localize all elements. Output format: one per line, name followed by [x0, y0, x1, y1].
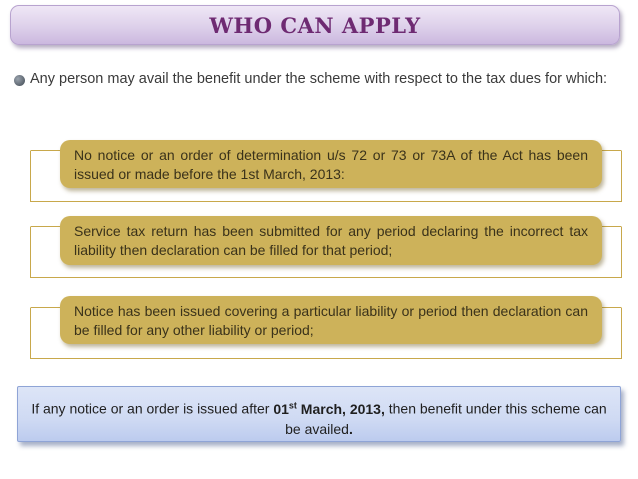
- note-text-1: If any notice or an order is issued after: [31, 400, 274, 417]
- page-title: WHO CAN APPLY: [209, 12, 421, 38]
- note-text-2: then benefit under this scheme can be availed: [285, 400, 607, 437]
- condition-box-3: Notice has been issued covering a particular liability or period then declaration can be filled for any other liability or period;: [60, 296, 602, 344]
- note-callout: [17, 386, 621, 442]
- condition-box-1: No notice or an order of determination u/s 72 or 73 or 73A of the Act has been issued or made before the 1st March, 2013:: [60, 140, 602, 188]
- note-date-suffix: st: [288, 400, 297, 410]
- bullet-icon: [14, 75, 25, 86]
- note-date: [273, 401, 385, 417]
- condition-box-2: Service tax return has been submitted for any period declaring the incorrect tax liability then declaration can be filled for that period;: [60, 216, 602, 265]
- intro-text: Any person may avail the benefit under the scheme with respect to the tax dues for which:: [30, 71, 608, 87]
- note-date-rest: March, 2013,: [296, 400, 385, 417]
- note-date-day: 01: [273, 400, 289, 417]
- title-banner: [10, 5, 620, 45]
- note-end: .: [348, 420, 353, 437]
